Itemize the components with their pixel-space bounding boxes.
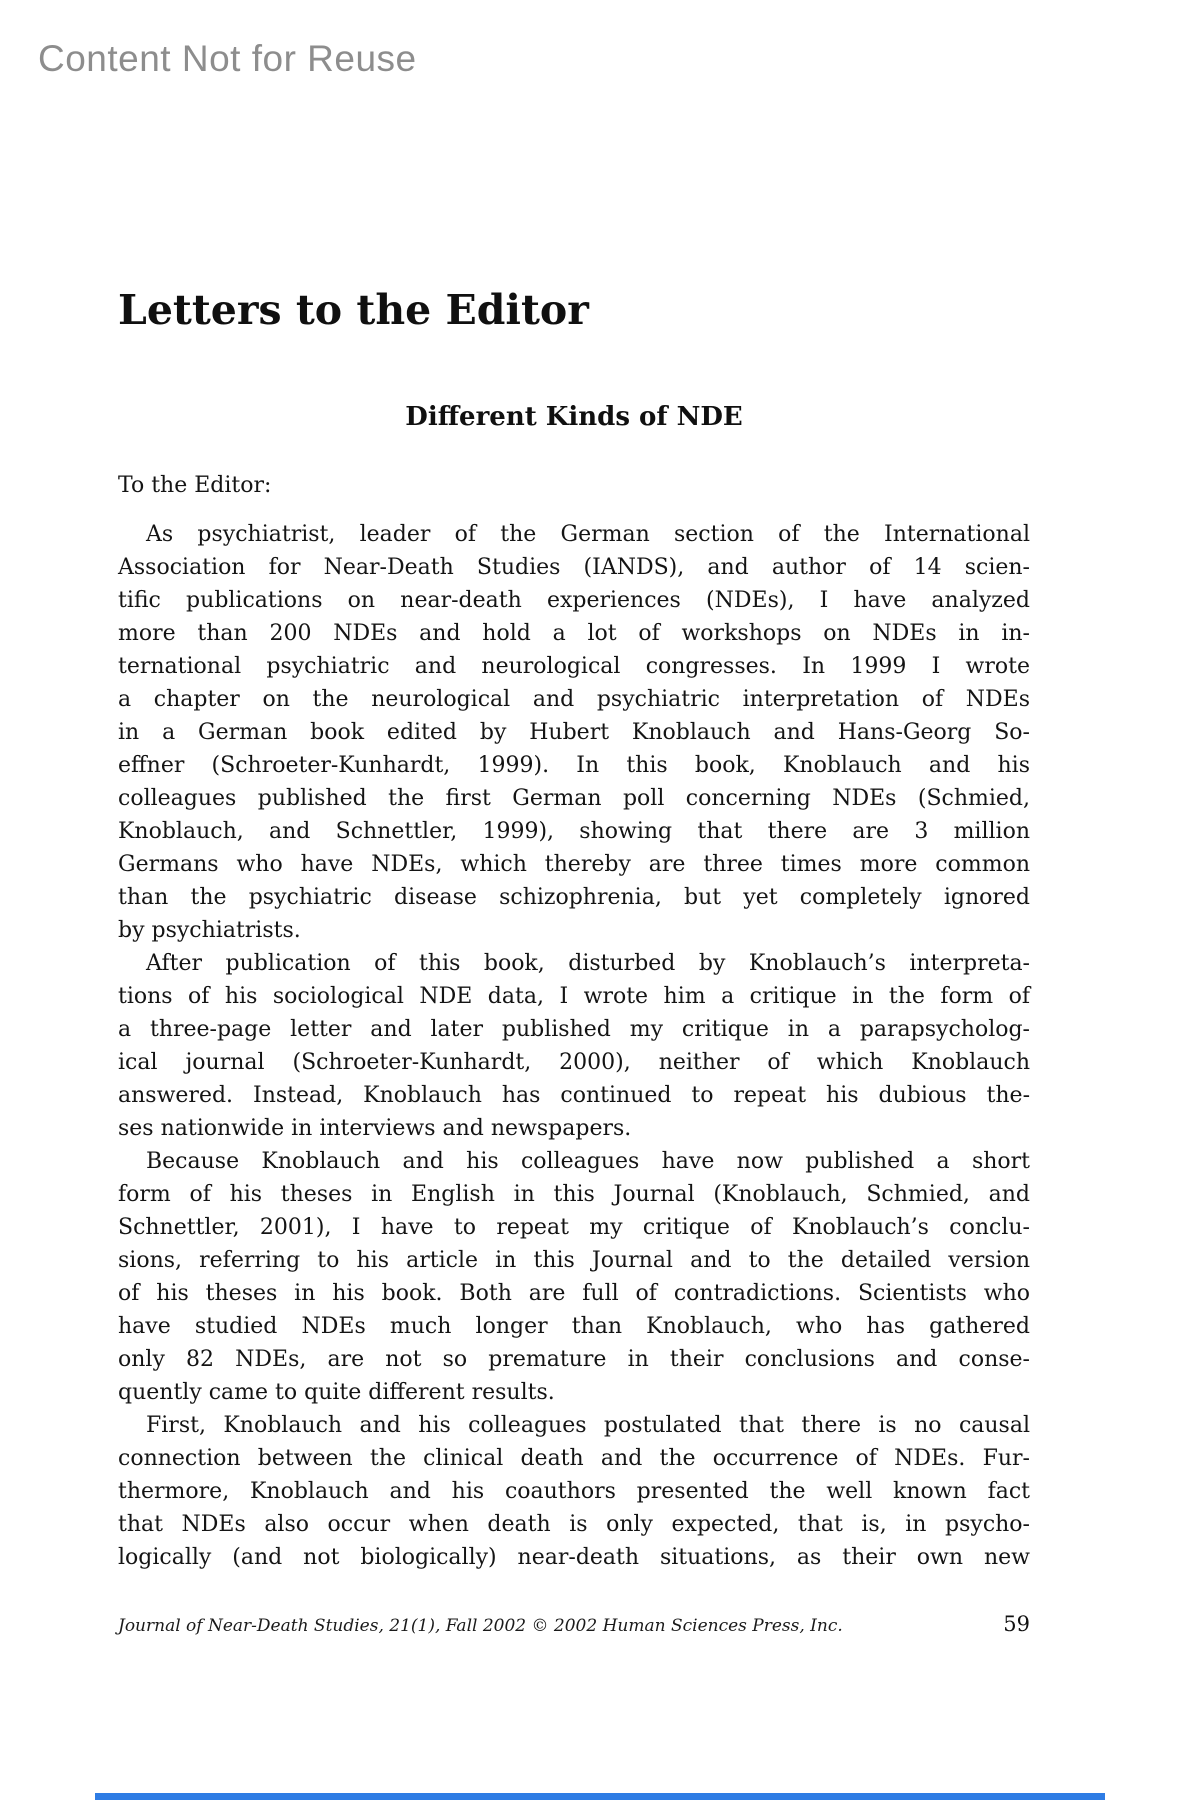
paragraph-line: only 82 NDEs, are not so premature in their conclusions and conse- — [118, 1347, 1030, 1372]
paragraph-line: tions of his sociological NDE data, I wrote him a critique in the form of — [118, 984, 1030, 1009]
paragraph-line: have studied NDEs much longer than Knoblauch, who has gathered — [118, 1314, 1030, 1339]
letter-heading: Different Kinds of NDE — [405, 402, 743, 432]
paragraph-line: by psychiatrists. — [118, 918, 301, 943]
paragraph-line: in a German book edited by Hubert Knoblauch and Hans-Georg So- — [118, 720, 1030, 745]
paragraph-line: sions, referring to his article in this Journal and to the detailed version — [118, 1248, 1030, 1273]
paragraph-line: a three-page letter and later published my critique in a parapsycholog- — [118, 1017, 1030, 1042]
page-footer — [118, 1612, 1030, 1636]
paragraph — [118, 1409, 1030, 1574]
paragraph-line: than the psychiatric disease schizophrenia, but yet completely ignored — [118, 885, 1030, 910]
journal-page — [118, 0, 1030, 1800]
paragraph — [118, 947, 1030, 1145]
paragraph-line: As psychiatrist, leader of the German section of the International — [146, 522, 1030, 547]
paragraph-line: tific publications on near-death experiences (NDEs), I have analyzed — [118, 588, 1030, 613]
paragraph-line: Knoblauch, and Schnettler, 1999), showing that there are 3 million — [118, 819, 1030, 844]
page-title: Letters to the Editor — [118, 286, 589, 334]
paragraph-line: colleagues published the first German poll concerning NDEs (Schmied, — [118, 786, 1030, 811]
paragraph — [118, 1145, 1030, 1409]
paragraph-line: Schnettler, 2001), I have to repeat my critique of Knoblauch’s conclu- — [118, 1215, 1030, 1240]
bottom-accent-bar — [95, 1793, 1105, 1800]
paragraph — [118, 518, 1030, 947]
paragraph-line: connection between the clinical death and the occurrence of NDEs. Fur- — [118, 1446, 1030, 1471]
paragraph-line: a chapter on the neurological and psychiatric interpretation of NDEs — [118, 687, 1030, 712]
letter-body — [118, 518, 1030, 1574]
paragraph-line: ical journal (Schroeter-Kunhardt, 2000), neither of which Knoblauch — [118, 1050, 1030, 1075]
paragraph-line: that NDEs also occur when death is only expected, that is, in psycho- — [118, 1512, 1030, 1537]
paragraph-line: ternational psychiatric and neurological congresses. In 1999 I wrote — [118, 654, 1030, 679]
journal-citation: Journal of Near-Death Studies, 21(1), Fall 2002 © 2002 Human Sciences Press, Inc. — [118, 1616, 843, 1636]
paragraph-line: ses nationwide in interviews and newspapers. — [118, 1116, 632, 1141]
paragraph-line: logically (and not biologically) near-death situations, as their own new — [118, 1545, 1030, 1570]
paragraph-line: of his theses in his book. Both are full of contradictions. Scientists who — [118, 1281, 1030, 1306]
paragraph-line: answered. Instead, Knoblauch has continued to repeat his dubious the- — [118, 1083, 1030, 1108]
paragraph-line: Association for Near-Death Studies (IANDS), and author of 14 scien- — [118, 555, 1030, 580]
salutation: To the Editor: — [118, 473, 272, 498]
page-number: 59 — [1003, 1612, 1030, 1636]
paragraph-line: thermore, Knoblauch and his coauthors presented the well known fact — [118, 1479, 1030, 1504]
paragraph-line: form of his theses in English in this Journal (Knoblauch, Schmied, and — [118, 1182, 1030, 1207]
paragraph-line: First, Knoblauch and his colleagues postulated that there is no causal — [146, 1413, 1030, 1438]
paragraph-line: After publication of this book, disturbed by Knoblauch’s interpreta- — [146, 951, 1030, 976]
paragraph-line: quently came to quite different results. — [118, 1380, 555, 1405]
paragraph-line: Because Knoblauch and his colleagues have now published a short — [146, 1149, 1030, 1174]
paragraph-line: effner (Schroeter-Kunhardt, 1999). In this book, Knoblauch and his — [118, 753, 1030, 778]
watermark-text: Content Not for Reuse — [38, 38, 417, 79]
paragraph-line: more than 200 NDEs and hold a lot of workshops on NDEs in in- — [118, 621, 1030, 646]
paragraph-line: Germans who have NDEs, which thereby are three times more common — [118, 852, 1030, 877]
